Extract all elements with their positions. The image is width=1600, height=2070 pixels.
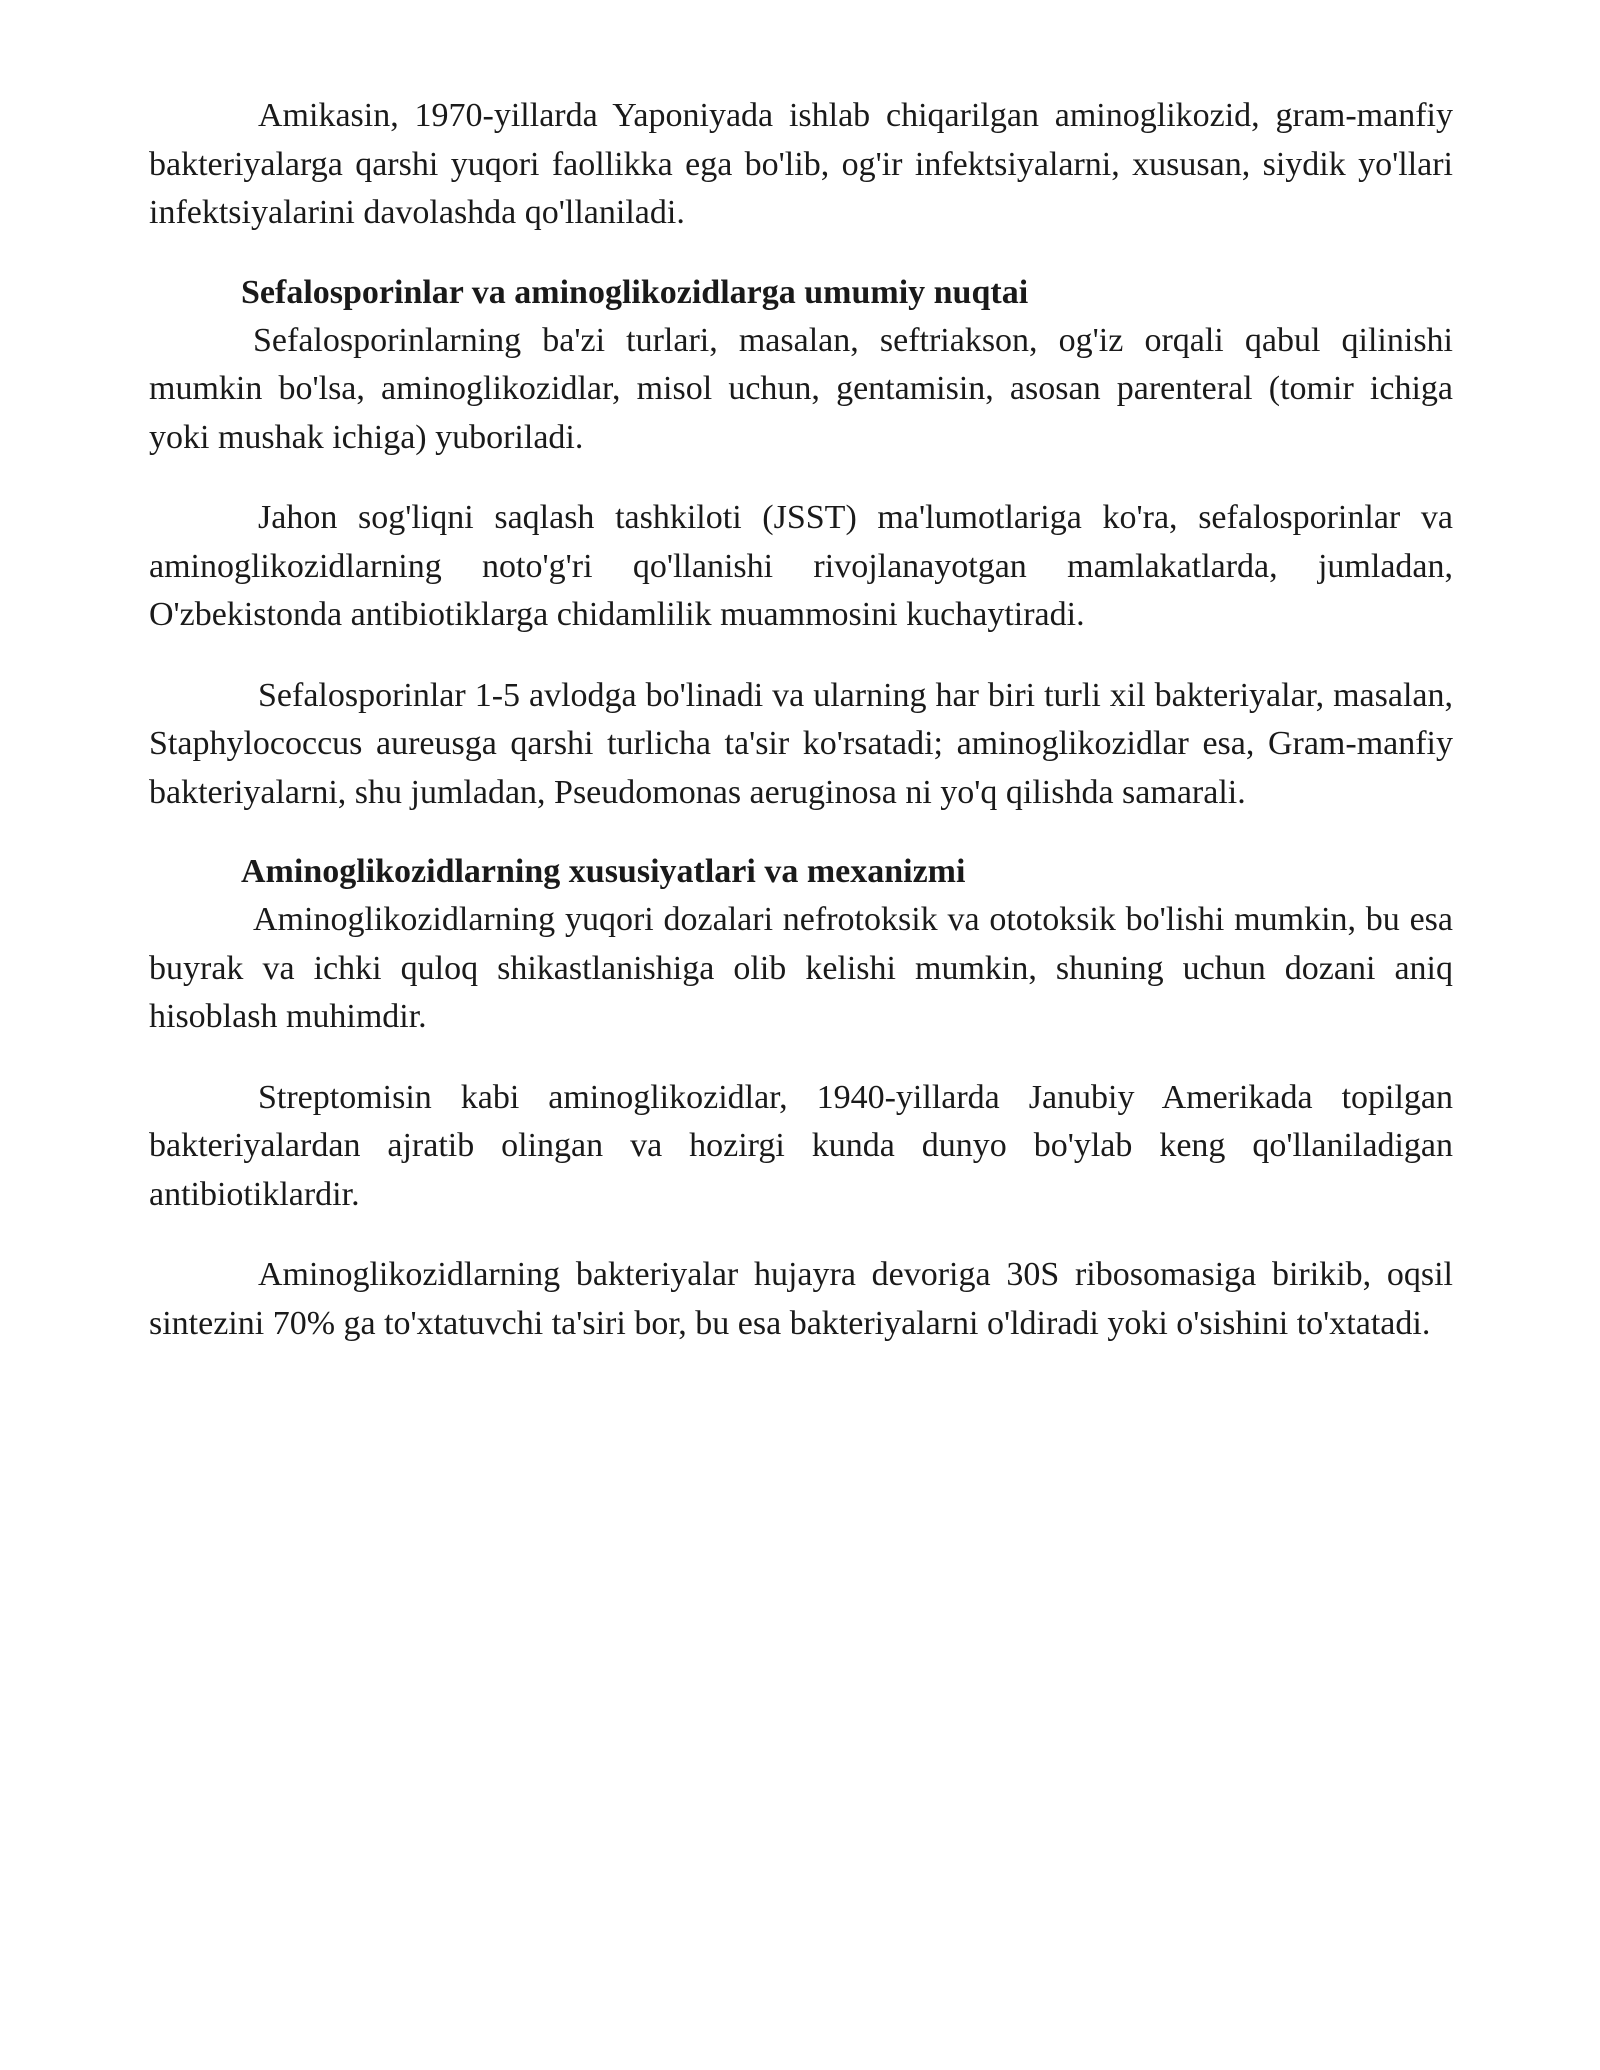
paragraph-administration: Sefalosporinlarning ba'zi turlari, masalan, seftriakson, og'iz orqali qabul qilinishi mumkin bo'lsa, aminoglikozidlar, misol uchun, gentamisin, asosan parenteral (tomir ichiga yoki mushak ichiga) yuboriladi. — [149, 321, 1453, 456]
section-heading-mechanism: Aminoglikozidlarning xususiyatlari va mexanizmi — [241, 853, 966, 890]
document-body — [149, 92, 1453, 1348]
paragraph-who-resistance: Jahon sog'liqni saqlash tashkiloti (JSST) ma'lumotlariga ko'ra, sefalosporinlar va aminoglikozidlarning noto'g'ri qo'llanishi rivojlanayotgan mamlakatlarda, jumladan, O'zbekistonda antibiotiklarga chidamlilik muammosini kuchaytiradi. — [149, 499, 1453, 633]
paragraph-amikasin: Amikasin, 1970-yillarda Yaponiyada ishlab chiqarilgan aminoglikozid, gram-manfiy bakteriyalarga qarshi yuqori faollikka ega bo'lib, og'ir infektsiyalarni, xususan, siydik yo'llari infektsiyalarini davolashda qo'llaniladi. — [149, 97, 1453, 231]
paragraph-toxicity: Aminoglikozidlarning yuqori dozalari nefrotoksik va ototoksik bo'lishi mumkin, bu esa buyrak va ichki quloq shikastlanishiga olib kelishi mumkin, shuning uchun dozani aniq hisoblash muhimdir. — [149, 901, 1453, 1035]
paragraph-ribosome: Aminoglikozidlarning bakteriyalar hujayra devoriga 30S ribosomasiga birikib, oqsil sintezini 70% ga to'xtatuvchi ta'siri bor, bu esa bakteriyalarni o'ldiradi yoki o'sishini to'xtatadi. — [149, 1256, 1453, 1342]
paragraph-generations: Sefalosporinlar 1-5 avlodga bo'linadi va ularning har biri turli xil bakteriyalar, masalan, Staphylococcus aureusga qarshi turlicha ta'sir ko'rsatadi; aminoglikozidlar esa, Gram-manfiy bakteriyalarni, shu jumladan, Pseudomonas aeruginosa ni yo'q qilishda samarali. — [149, 676, 1453, 811]
paragraph-streptomycin: Streptomisin kabi aminoglikozidlar, 1940-yillarda Janubiy Amerikada topilgan bakteriyalardan ajratib olingan va hozirgi kunda dunyo bo'ylab keng qo'llaniladigan antibiotiklardir. — [149, 1078, 1453, 1213]
section-heading-overview: Sefalosporinlar va aminoglikozidlarga umumiy nuqtai — [241, 273, 1029, 311]
